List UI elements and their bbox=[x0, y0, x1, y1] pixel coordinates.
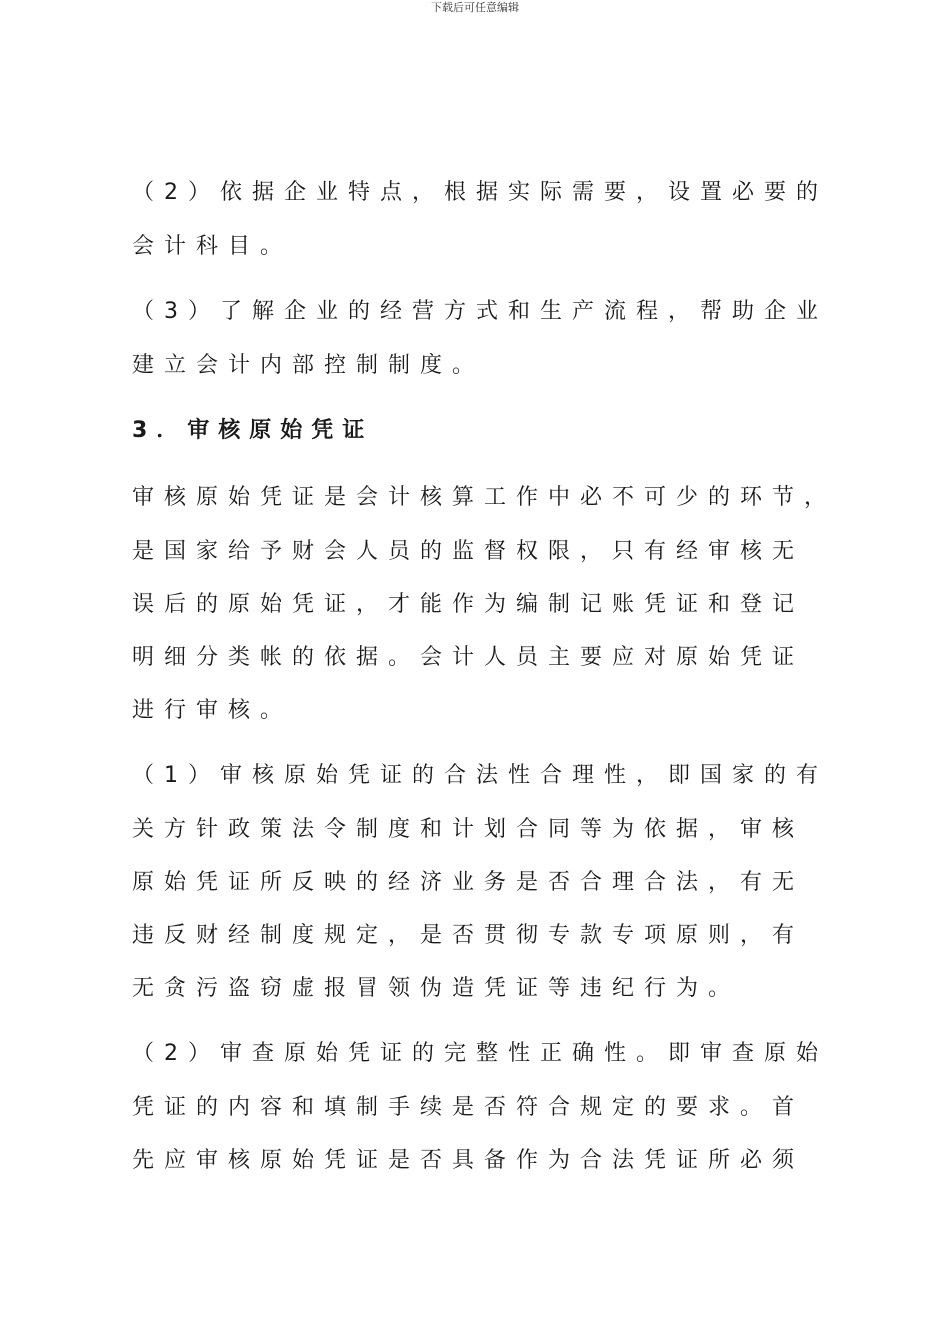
page-header-note: 下载后可任意编辑 bbox=[431, 1, 519, 14]
paragraph-line: （2）审查原始凭证的完整性正确性。即审查原始 bbox=[132, 1041, 828, 1066]
paragraph-line: 审核原始凭证是会计核算工作中必不可少的环节， bbox=[132, 485, 837, 510]
paragraph-line: （1）审核原始凭证的合法性合理性，即国家的有 bbox=[132, 763, 828, 788]
paragraph-line: 无贪污盗窃虚报冒领伪造凭证等违纪行为。 bbox=[132, 976, 741, 1001]
paragraph-line: 误后的原始凭证，才能作为编制记账凭证和登记 bbox=[132, 592, 805, 617]
paragraph-line: 原始凭证所反映的经济业务是否合理合法，有无 bbox=[132, 870, 805, 895]
paragraph-line: 明细分类帐的依据。会计人员主要应对原始凭证 bbox=[132, 645, 805, 670]
paragraph-line: 关方针政策法令制度和计划合同等为依据，审核 bbox=[132, 817, 805, 842]
section-heading: 3．审核原始凭证 bbox=[132, 418, 374, 443]
paragraph-line: 先应审核原始凭证是否具备作为合法凭证所必须 bbox=[132, 1148, 805, 1173]
paragraph-line: （2）依据企业特点，根据实际需要，设置必要的 bbox=[132, 180, 828, 205]
paragraph-line: 会计科目。 bbox=[132, 234, 293, 259]
paragraph-line: 违反财经制度规定，是否贯彻专款专项原则，有 bbox=[132, 923, 805, 948]
paragraph-line: 建立会计内部控制制度。 bbox=[132, 353, 485, 378]
paragraph-line: 是国家给予财会人员的监督权限，只有经审核无 bbox=[132, 539, 805, 564]
paragraph-line: 凭证的内容和填制手续是否符合规定的要求。首 bbox=[132, 1095, 805, 1120]
paragraph-line: （3）了解企业的经营方式和生产流程，帮助企业 bbox=[132, 299, 828, 324]
paragraph-line: 进行审核。 bbox=[132, 698, 293, 723]
